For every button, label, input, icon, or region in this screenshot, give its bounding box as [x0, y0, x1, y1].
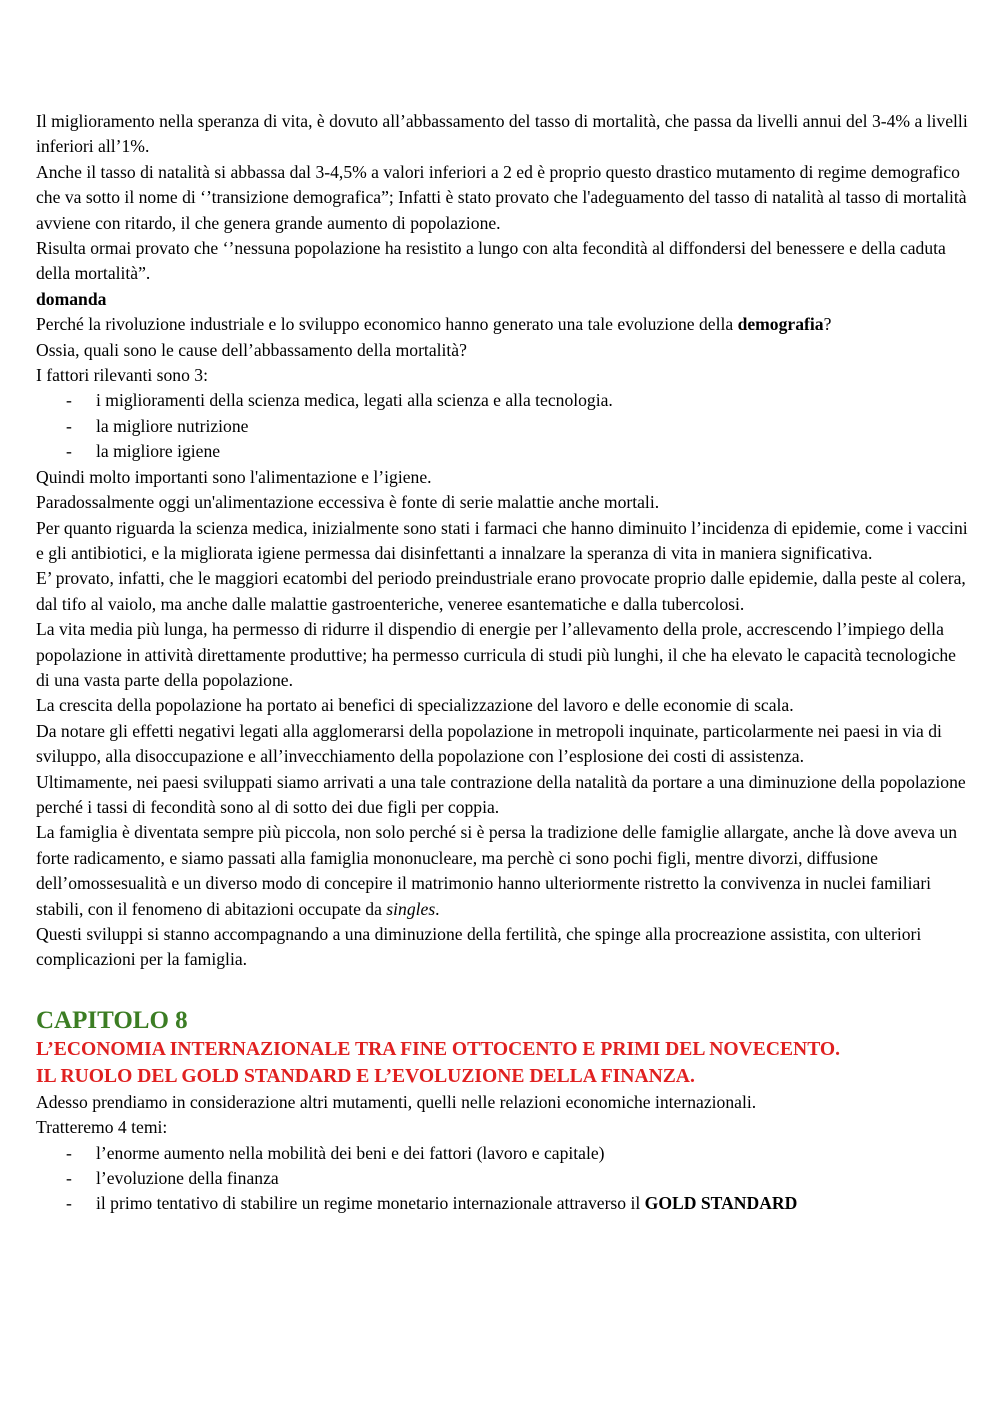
- paragraph: Ultimamente, nei paesi sviluppati siamo arrivati a una tale contrazione della natalità da portare a una diminuzione della popolazione perché i tassi di fecondità sono al di sotto dei due figli per coppia.: [36, 771, 966, 817]
- paragraph: Adesso prendiamo in considerazione altri mutamenti, quelli nelle relazioni economiche internazionali.: [36, 1091, 757, 1112]
- paragraph: Ossia, quali sono le cause dell’abbassamento della mortalità?: [36, 339, 467, 360]
- paragraph: E’ provato, infatti, che le maggiori ecatombi del periodo preindustriale erano provocate proprio dalle epidemie, dalla peste al colera, dal tifo al vaiolo, ma anche dalle malattie gastroenteriche, veneree esantematiche e dalla tubercolosi.: [36, 568, 966, 614]
- paragraph-family: [36, 820, 971, 922]
- list-item: - la migliore nutrizione: [36, 414, 971, 439]
- paragraph: Anche il tasso di natalità si abbassa dal 3-4,5% a valori inferiori a 2 ed è proprio questo drastico mutamento di regime demografico che va sotto il nome di ‘’transizione demografica”; Infatti è stato provato che l'adeguamento del tasso di natalità al tasso di mortalità avviene con ritardo, il che genera grande aumento di popolazione.: [36, 161, 967, 233]
- document-page: [36, 109, 971, 1217]
- paragraph: I fattori rilevanti sono 3:: [36, 365, 208, 386]
- paragraph: Quindi molto importanti sono l'alimentazione e l’igiene.: [36, 466, 432, 487]
- theme-keyword: GOLD STANDARD: [644, 1193, 798, 1214]
- family-text: La famiglia è diventata sempre più piccola, non solo perché si è persa la tradizione delle famiglie allargate, anche là dove aveva un forte radicamento, e siamo passati alla famiglia mononucleare, ma perchè ci sono pochi figli, mentre divorzi, diffusione dell’omossesualità e un diverso modo di concepire il matrimonio hanno ulteriormente ristretto la convivenza in nuclei familiari stabili, con il fenomeno di abitazioni occupate da: [36, 822, 958, 919]
- list-item: - l’evoluzione della finanza: [36, 1166, 971, 1191]
- list-item: - la migliore igiene: [36, 439, 971, 464]
- list-item: - l’enorme aumento nella mobilità dei beni e dei fattori (lavoro e capitale): [36, 1141, 971, 1166]
- paragraph: Per quanto riguarda la scienza medica, inizialmente sono stati i farmaci che hanno diminuito l’incidenza di epidemie, come i vaccini e gli antibiotici, e la migliorata igiene permessa dai disinfettanti a innalzare la speranza di vita in maniera significativa.: [36, 517, 968, 563]
- themes-list: [36, 1141, 971, 1217]
- paragraph: Risulta ormai provato che ‘’nessuna popolazione ha resistito a lungo con alta fecondità al diffondersi del benessere e della caduta della mortalità”.: [36, 238, 946, 284]
- chapter-subtitle: IL RUOLO DEL GOLD STANDARD E L’EVOLUZIONE DELLA FINANZA.: [36, 1065, 695, 1087]
- list-item: [36, 1191, 971, 1216]
- chapter-subtitle: L’ECONOMIA INTERNAZIONALE TRA FINE OTTOCENTO E PRIMI DEL NOVECENTO.: [36, 1038, 841, 1060]
- paragraph: Da notare gli effetti negativi legati alla agglomerarsi della popolazione in metropoli inquinate, particolarmente nei paesi in via di sviluppo, alla disoccupazione e all’invecchiamento della popolazione con l’esplosione dei costi di assistenza.: [36, 720, 942, 767]
- paragraph: La vita media più lunga, ha permesso di ridurre il dispendio di energie per l’allevamento della prole, accrescendo l’impiego della popolazione in attività direttamente produttive; ha permesso curricula di studi più lunghi, il che ha elevato le capacità tecnologiche di una vasta parte della popolazione.: [36, 619, 956, 690]
- chapter-title: CAPITOLO 8: [36, 1006, 188, 1034]
- question-end: ?: [823, 314, 832, 335]
- paragraph: La crescita della popolazione ha portato ai benefici di specializzazione del lavoro e delle economie di scala.: [36, 695, 794, 716]
- question-text: Perché la rivoluzione industriale e lo sviluppo economico hanno generato una tale evoluzione della: [36, 314, 738, 335]
- question-keyword: demografia: [737, 314, 824, 335]
- family-end: .: [435, 898, 440, 919]
- theme-text: il primo tentativo di stabilire un regime monetario internazionale attraverso il: [96, 1193, 645, 1214]
- family-italic-word: singles: [386, 898, 436, 919]
- paragraph: Questi sviluppi si stanno accompagnando a una diminuzione della fertilità, che spinge alla procreazione assistita, con ulteriori complicazioni per la famiglia.: [36, 924, 922, 970]
- question-heading: domanda: [36, 288, 107, 309]
- paragraph: Tratteremo 4 temi:: [36, 1117, 168, 1138]
- paragraph-question: [36, 312, 971, 337]
- paragraph: Il miglioramento nella speranza di vita, è dovuto all’abbassamento del tasso di mortalità, che passa da livelli annui del 3-4% a livelli inferiori all’1%.: [36, 111, 968, 157]
- list-item: - i miglioramenti della scienza medica, legati alla scienza e alla tecnologia.: [36, 388, 971, 413]
- paragraph: Paradossalmente oggi un'alimentazione eccessiva è fonte di serie malattie anche mortali.: [36, 492, 660, 513]
- factors-list: [36, 388, 971, 464]
